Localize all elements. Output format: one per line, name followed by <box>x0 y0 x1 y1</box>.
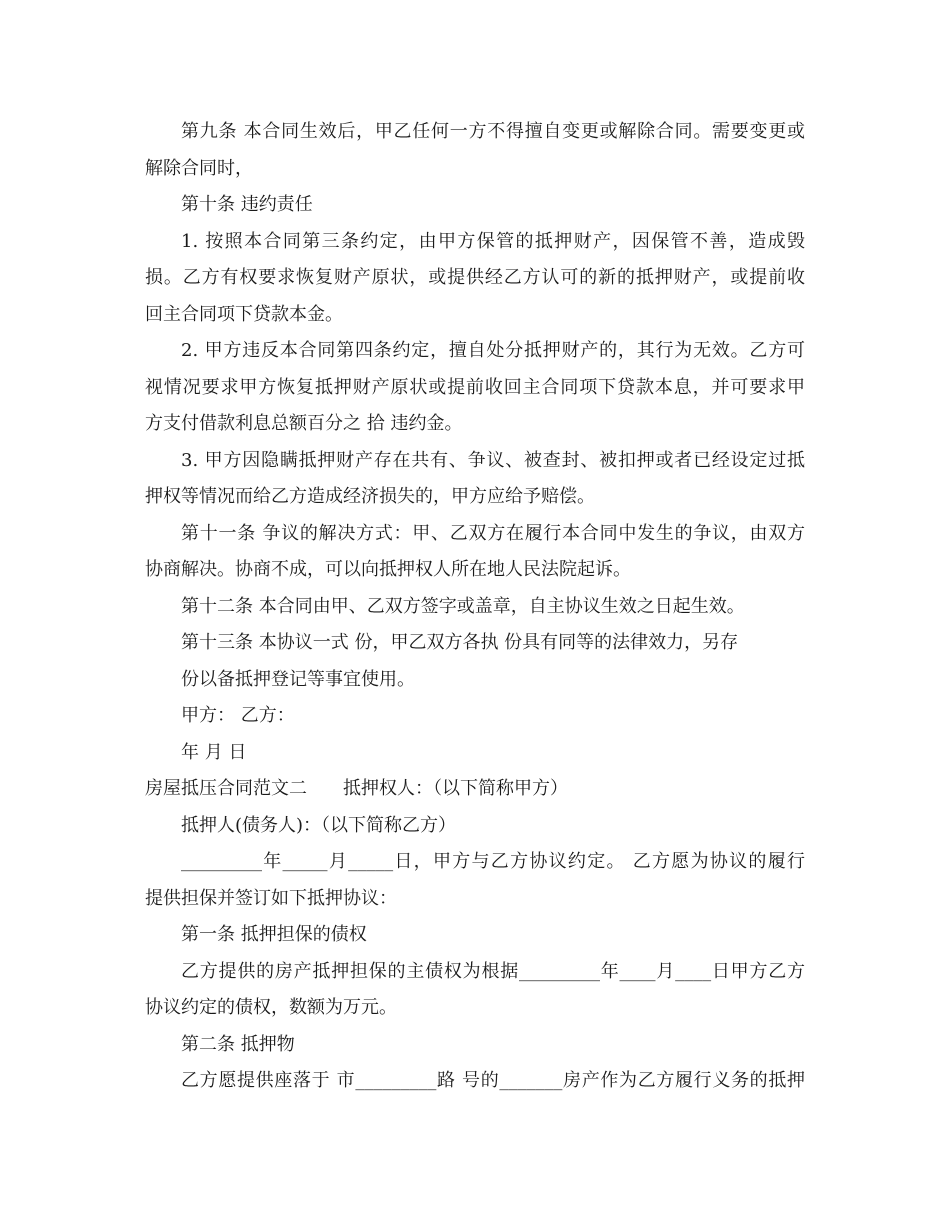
text-line: 乙方愿提供座落于 市_________路 号的_______房产作为乙方履行义务的抵押 <box>181 1070 805 1091</box>
text-line: 年 月 日 <box>181 741 247 763</box>
text-line: 房屋抵压合同范文二 抵押权人：（以下简称甲方） <box>145 778 568 799</box>
text-line: 第十二条 本合同由甲、乙双方签字或盖章，自主协议生效之日起生效。 <box>181 595 745 617</box>
text-line: 协商解决。协商不成，可以向抵押权人所在地人民法院起诉。 <box>145 559 631 580</box>
text-line: 份以备抵押登记等事宜使用。 <box>181 668 415 690</box>
text-line: 第十三条 本协议一式 份，甲乙双方各执 份具有同等的法律效力，另存 <box>181 632 739 653</box>
text-line: 第十一条 争议的解决方式：甲、乙双方在履行本合同中发生的争议，由双方 <box>181 522 805 544</box>
text-line: 押权等情况而给乙方造成经济损失的，甲方应给予赔偿。 <box>145 486 595 507</box>
text-line: 回主合同项下贷款本金。 <box>145 303 343 325</box>
text-line: 2. 甲方违反本合同第四条约定，擅自处分抵押财产的，其行为无效。乙方可 <box>181 340 805 361</box>
text-line: 抵押人(债务人)：（以下简称乙方） <box>181 814 457 836</box>
text-line: 损。乙方有权要求恢复财产原状，或提供经乙方认可的新的抵押财产，或提前收 <box>145 267 805 288</box>
text-line: 视情况要求甲方恢复抵押财产原状或提前收回主合同项下贷款本息，并可要求甲 <box>145 376 805 398</box>
text-line: 第十条 违约责任 <box>181 194 313 215</box>
text-line: 1. 按照本合同第三条约定，由甲方保管的抵押财产，因保管不善，造成毁 <box>181 230 805 252</box>
text-line: 方支付借款利息总额百分之 拾 违约金。 <box>145 413 463 434</box>
text-line: 第九条 本合同生效后，甲乙任何一方不得擅自变更或解除合同。需要变更或 <box>181 121 805 142</box>
text-line: 解除合同时， <box>145 157 253 179</box>
text-line: 提供担保并签订如下抵押协议： <box>145 887 397 909</box>
text-line: 协议约定的债权，数额为万元。 <box>145 997 397 1018</box>
document-body <box>145 114 805 1100</box>
text-line: 第二条 抵押物 <box>181 1033 295 1055</box>
text-line: 3. 甲方因隐瞒抵押财产存在共有、争议、被查封、被扣押或者已经设定过抵 <box>181 449 805 471</box>
text-line: _________年_____月_____日，甲方与乙方协议约定。 乙方愿为协议的履行 <box>181 851 805 872</box>
text-line: 甲方： 乙方： <box>181 705 295 726</box>
text-line: 第一条 抵押担保的债权 <box>181 924 367 945</box>
text-line: 乙方提供的房产抵押担保的主债权为根据_________年____月____日甲方乙方 <box>181 960 805 982</box>
